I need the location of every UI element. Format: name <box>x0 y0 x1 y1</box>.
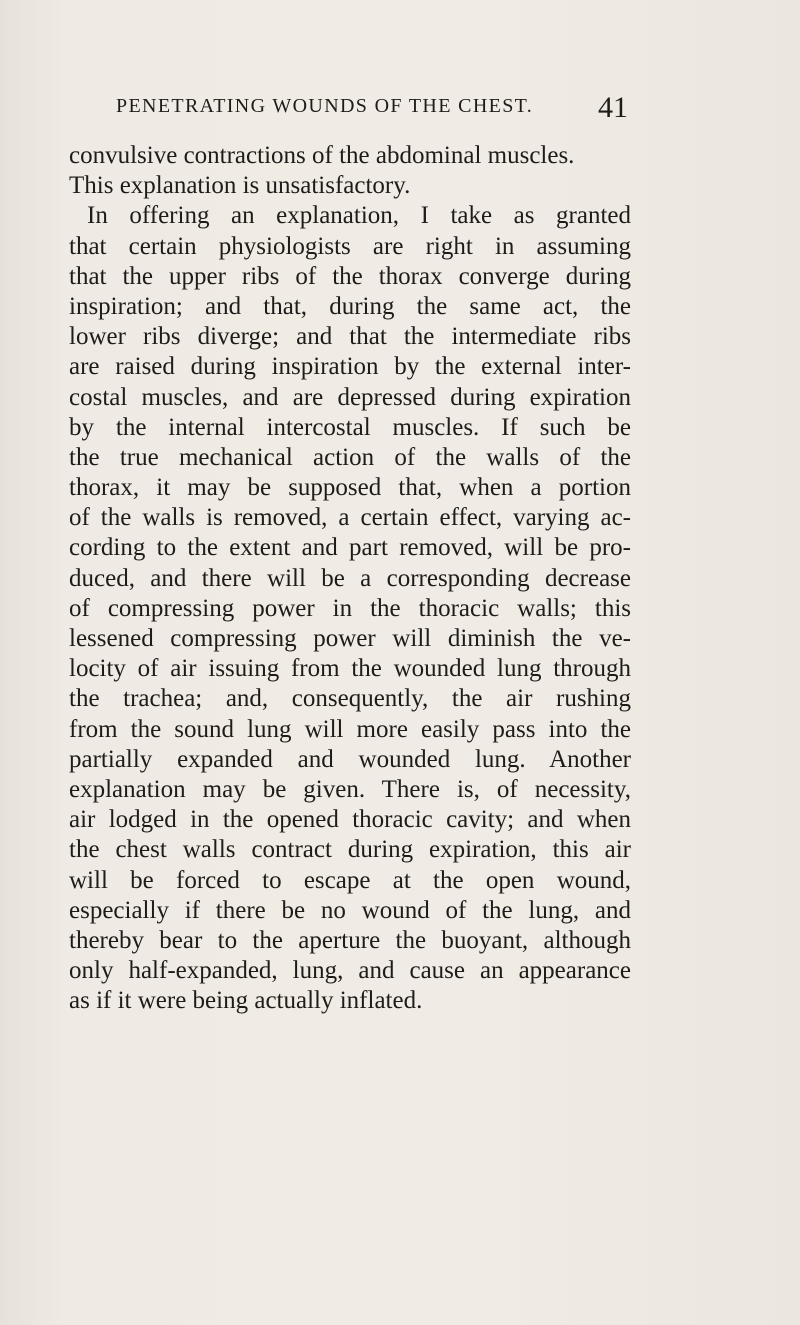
text-line: only half-expanded, lung, and cause an appearance <box>69 957 631 985</box>
running-title: PENETRATING WOUNDS OF THE CHEST. <box>116 95 534 117</box>
text-line: the trachea; and, consequently, the air rushing <box>69 685 631 713</box>
text-line: air lodged in the opened thoracic cavity; and when <box>69 806 631 834</box>
text-line: convulsive contractions of the abdominal muscles. <box>69 142 575 169</box>
text-line: are raised during inspiration by the external inter- <box>69 353 631 381</box>
text-line: partially expanded and wounded lung. Another <box>69 745 631 773</box>
text-line: the true mechanical action of the walls of the <box>69 443 631 471</box>
running-head <box>116 91 628 131</box>
text-line: that the upper ribs of the thorax converge during <box>69 262 631 290</box>
text-line: In offering an explanation, I take as granted <box>87 202 631 230</box>
body-text <box>69 141 631 1016</box>
text-line: explanation may be given. There is, of necessity, <box>69 775 631 803</box>
text-line: the chest walls contract during expiration, this air <box>69 836 631 864</box>
page-number: 41 <box>598 91 628 124</box>
text-line: costal muscles, and are depressed during expiration <box>69 383 631 411</box>
text-line: will be forced to escape at the open wound, <box>69 866 631 894</box>
text-line: locity of air issuing from the wounded lung through <box>69 655 631 683</box>
text-line: as if it were being actually inflated. <box>69 987 423 1015</box>
text-line: lower ribs diverge; and that the intermediate ribs <box>69 323 631 351</box>
text-line: thereby bear to the aperture the buoyant, although <box>69 926 631 954</box>
text-line: inspiration; and that, during the same act, the <box>69 292 631 320</box>
text-line: that certain physiologists are right in assuming <box>69 232 631 260</box>
text-line: of the walls is removed, a certain effect, varying ac- <box>69 504 631 532</box>
text-line: cording to the extent and part removed, will be pro- <box>69 534 631 562</box>
text-line: especially if there be no wound of the lung, and <box>69 896 631 924</box>
text-line: lessened compressing power will diminish the ve- <box>69 625 631 652</box>
text-line: from the sound lung will more easily pass into the <box>69 715 631 743</box>
text-line: of compressing power in the thoracic walls; this <box>69 594 631 622</box>
text-line: thorax, it may be supposed that, when a portion <box>69 474 631 502</box>
text-line: by the internal intercostal muscles. If such be <box>69 413 631 441</box>
text-line: This explanation is unsatisfactory. <box>69 172 411 200</box>
text-line: duced, and there will be a corresponding decrease <box>69 564 631 592</box>
